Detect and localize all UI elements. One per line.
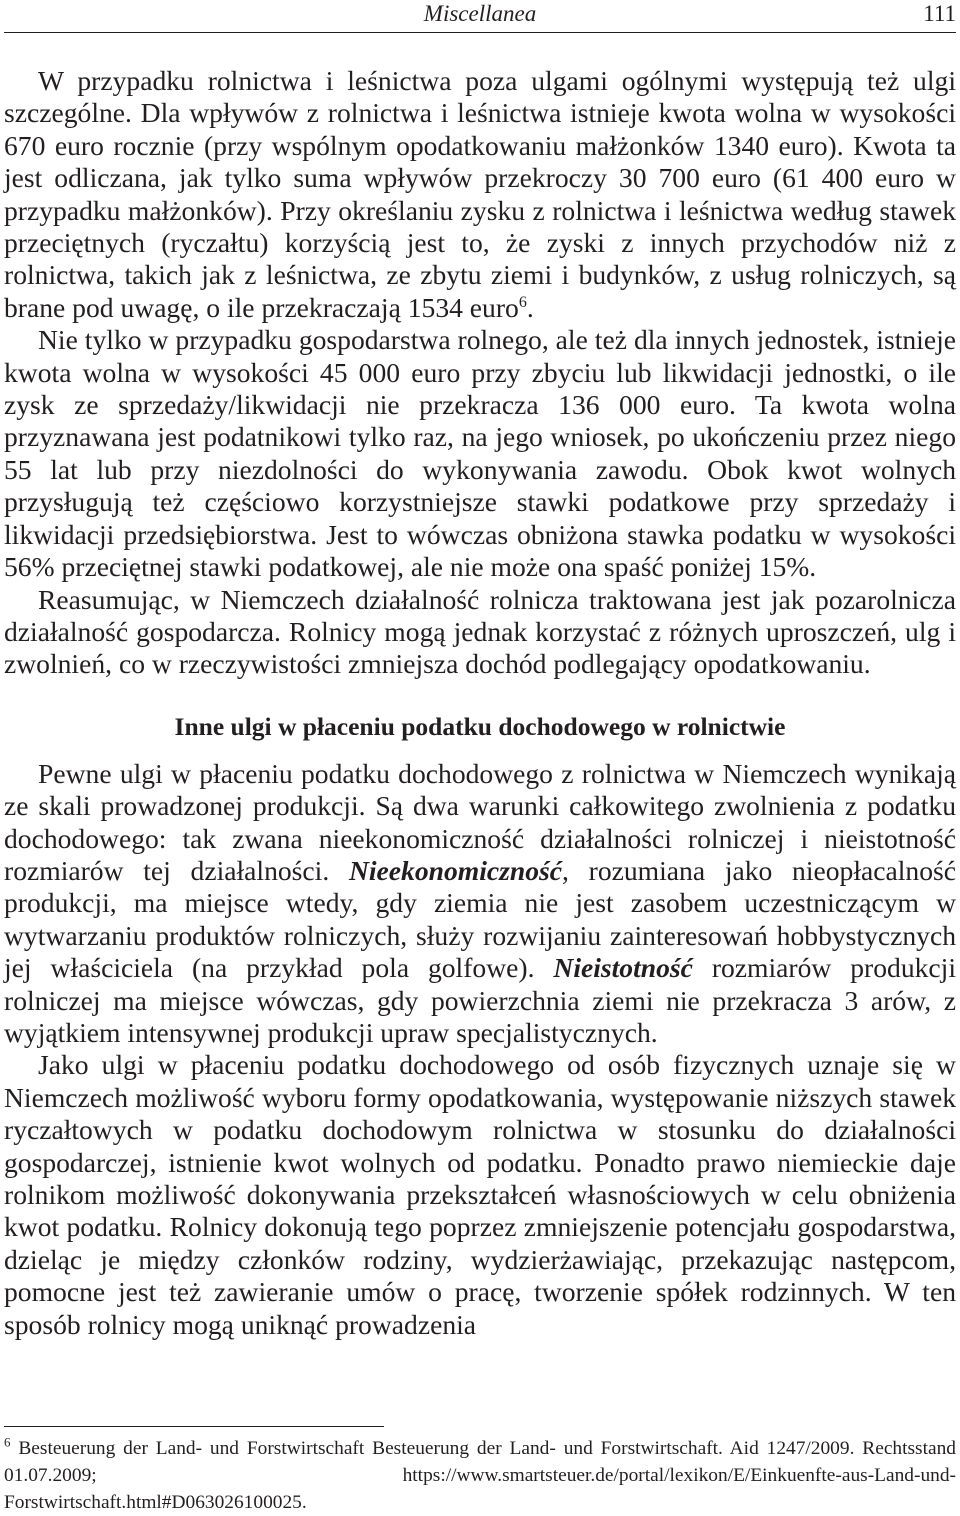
footnote-mark: 6 xyxy=(4,1434,11,1450)
running-header xyxy=(4,0,956,33)
footnote-reference[interactable]: 6 xyxy=(518,293,527,311)
footnote-divider xyxy=(4,1426,384,1427)
footnote-6 xyxy=(4,1435,956,1516)
paragraph-2: Nie tylko w przypadku gospodarstwa rolnego, ale też dla innych jednostek, istnieje kwota wolna w wysokości 45 000 euro przy zbyciu lub likwidacji jednostki, o ile zysk ze sprzedaży/likwidacji nie przekracza 136 000 euro. Ta kwota wolna przyznawana jest podatnikowi tylko raz, na jego wniosek, po ukończeniu przez niego 55 lat lub przy niezdolności do wykonywania zawodu. Obok kwot wolnych przysługują też częściowo korzystniejsze stawki podatkowe przy sprzedaży i likwidacji przedsiębiorstwa. Jest to wówczas obniżona stawka podatku w wysokości 56% przeciętnej stawki podatkowej, ale nie może ona spaść poniżej 15%. xyxy=(4,324,956,583)
running-title: Miscellanea xyxy=(423,1,537,26)
page-number: 111 xyxy=(923,1,956,26)
paragraph-5: Jako ulgi w płaceniu podatku dochodowego od osób fizycznych uznaje się w Niemczech możliwość wyboru formy opodatkowania, występowanie niższych stawek ryczałtowych w podatku dochodowym rolnictwa w stosunku do działalności gospodarczej, istnienie kwot wolnych od podatku. Ponadto prawo niemieckie daje rolnikom możliwość dokonywania przekształceń własnościowych w celu obniżenia kwot podatku. Rolnicy dokonują tego poprzez zmniejszenie potencjału gospodarstwa, dzieląc je między członków rodziny, wydzierżawiając, przekazując następcom, pomocne jest też zawieranie umów o pracę, tworzenie spółek rodzinnych. W ten sposób rolnicy mogą uniknąć prowadzenia xyxy=(4,1049,956,1340)
paragraph-3: Reasumując, w Niemczech działalność rolnicza traktowana jest jak pozarolnicza działalność gospodarcza. Rolnicy mogą jednak korzystać z różnych uproszczeń, ulg i zwolnień, co w rzeczywistości zmniejsza dochód podlegający opodatkowaniu. xyxy=(4,583,956,680)
footnote-text: Besteuerung der Land- und Forstwirtschaft Besteuerung der Land- und Forstwirtschaft. Aid 1247/2009. Rechtsstand 01.07.2009; https://www.smartsteuer.de/portal/lexikon/E/Einkuenfte-aus-Land-und-Forstwirtschaft.html#D063026100025. xyxy=(4,1438,956,1513)
footnotes xyxy=(4,1426,956,1516)
paragraph-1-end: . xyxy=(526,291,534,323)
paragraph-4 xyxy=(4,758,956,1050)
paragraph-4-text-2: , rozumiana jako nieopłacalność produkcji, ma miejsce wtedy, gdy ziemia nie jest zasobem uczestniczącym w wytwarzaniu produktów rolniczych, służy rozwijaniu zainteresowań hobbystycznych jej właściciela (na przykład pola golfowe). xyxy=(4,854,957,984)
paragraph-1 xyxy=(4,65,956,324)
term-nieekonomicznosc: Nieekonomiczność xyxy=(348,854,563,886)
term-nieistotnosc: Nieistotność xyxy=(553,952,693,984)
paragraph-4-text-1: Pewne ulgi w płaceniu podatku dochodowego z rolnictwa w Niemczech wynikają ze skali prowadzonej produkcji. Są dwa warunki całkowitego zwolnienia z podatku dochodowego: tak zwana nieekonomiczność działalności rolniczej i nieistotność rozmiarów tej działalności. xyxy=(4,757,956,886)
paragraph-1-text: W przypadku rolnictwa i leśnictwa poza ulgami ogólnymi występują też ulgi szczególne. Dla wpływów z rolnictwa i leśnictwa istnieje kwota wolna w wysokości 670 euro rocznie (przy wspólnym opodatkowaniu małżonków 1340 euro). Kwota ta jest odliczana, jak tylko suma wpływów przekroczy 30 700 euro (61 400 euro w przypadku małżonków). Przy określaniu zysku z rolnictwa i leśnictwa według stawek przeciętnych (ryczałtu) korzyścią jest to, że zyski z innych przychodów niż z rolnictwa, takich jak z leśnictwa, ze zbytu ziemi i budynków, z usług rolniczych, są brane pod uwagę, o ile przekraczają 1534 euro xyxy=(4,65,956,323)
section-heading: Inne ulgi w płaceniu podatku dochodowego w rolnictwie xyxy=(174,711,786,741)
paragraph-4-text-3: rozmiarów produkcji rolniczej ma miejsce wówczas, gdy powierzchnia ziemi nie przekracza 3 arów, z wyjątkiem intensywnej produkcji upraw specjalistycznych. xyxy=(4,952,956,1048)
body-text xyxy=(4,65,956,1341)
